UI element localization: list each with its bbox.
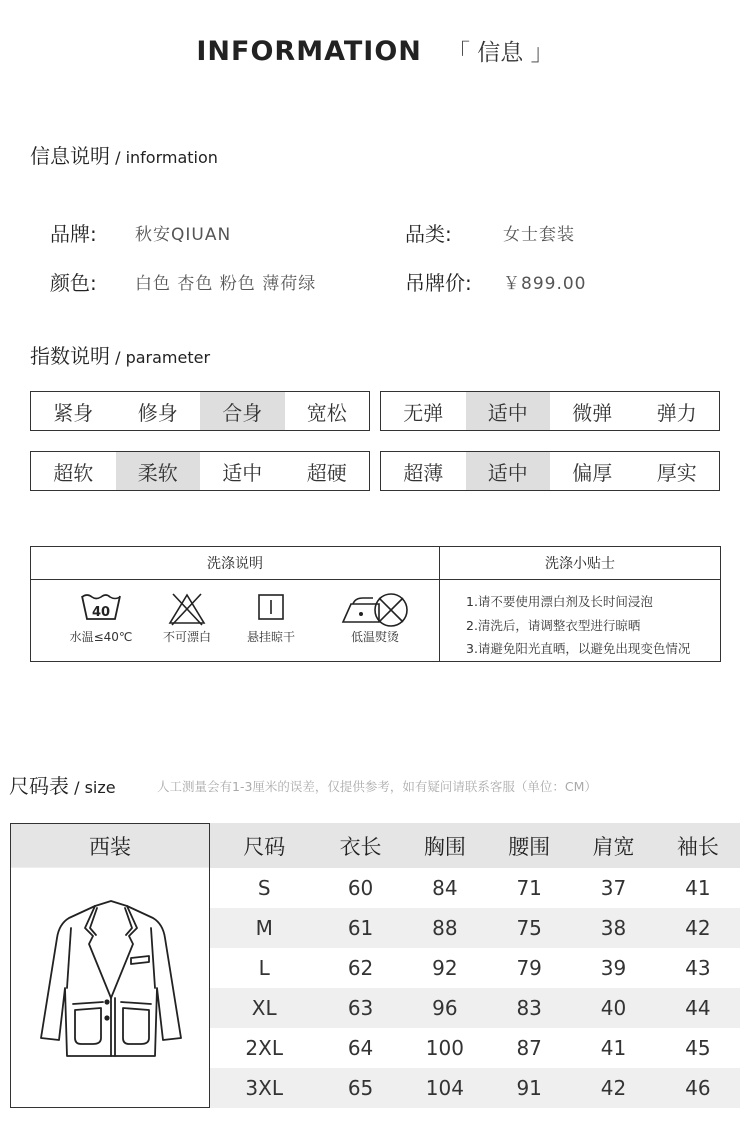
table-cell: 75 (487, 908, 571, 948)
table-row (210, 988, 740, 1028)
header-title-zh (447, 40, 554, 66)
wash-tip: 2.清洗后，请调整衣型进行晾晒 (466, 617, 641, 633)
column-header: 尺码 (210, 823, 318, 868)
info-heading-en: / information (115, 148, 218, 167)
table-cell: 60 (347, 876, 374, 900)
column-header: 肩宽 (571, 823, 655, 868)
category-value: 女士套装 (503, 225, 575, 245)
thickness-option-selected: 适中 (466, 452, 551, 490)
table-cell: 71 (516, 876, 542, 900)
category-label: 品类: (405, 222, 452, 246)
price-value-wrap (503, 269, 586, 294)
table-cell: 42 (571, 1068, 655, 1108)
elasticity-scale (380, 391, 720, 431)
fit-option: 宽松 (306, 400, 347, 425)
thickness-option: 偏厚 (572, 460, 613, 485)
wash-tip: 3.请避免阳光直晒，以避免出现变色情况 (466, 641, 691, 656)
table-cell: XL (210, 988, 318, 1028)
softness-option: 适中 (222, 460, 263, 485)
softness-option-selected: 柔软 (116, 452, 201, 490)
thickness-scale (380, 451, 720, 491)
table-cell: 91 (487, 1068, 571, 1108)
column-header: 衣长 (318, 823, 402, 868)
wash-40-icon (80, 592, 122, 622)
low-iron-icon (339, 592, 411, 628)
header-bracket-close: 」 (530, 40, 554, 66)
table-row (210, 908, 740, 948)
table-cell: 42 (656, 908, 740, 948)
parameter-heading-zh: 指数说明 (30, 344, 110, 368)
elasticity-option: 弹力 (656, 400, 697, 425)
elasticity-option: 无弹 (403, 400, 444, 425)
fit-option: 紧身 (53, 400, 94, 425)
garment-name: 西装 (11, 824, 209, 868)
info-heading-zh: 信息说明 (30, 144, 110, 168)
fit-option-selected: 合身 (200, 392, 285, 430)
table-cell: 61 (318, 908, 402, 948)
table-cell: 3XL (210, 1068, 318, 1108)
table-cell: 79 (516, 956, 542, 980)
table-cell: 62 (347, 956, 374, 980)
low-iron-item (325, 592, 425, 645)
wash-item (56, 592, 146, 645)
garment-illustration-box (10, 823, 210, 1108)
table-cell: 38 (571, 908, 655, 948)
table-row (210, 1068, 740, 1108)
column-header: 腰围 (487, 823, 571, 868)
table-row (210, 948, 740, 988)
category-value-wrap (503, 220, 575, 245)
table-cell: M (210, 908, 318, 948)
softness-option: 超软 (53, 460, 94, 485)
blazer-icon (35, 898, 187, 1068)
table-cell: 63 (318, 988, 402, 1028)
brand-row (50, 218, 97, 247)
table-cell: 45 (685, 1036, 711, 1060)
no-bleach-item (142, 592, 232, 645)
size-table (210, 823, 740, 1108)
hang-dry-label: 悬挂晾干 (246, 630, 295, 644)
category-row (405, 218, 452, 247)
no-bleach-label: 不可漂白 (162, 630, 211, 644)
table-cell: 41 (685, 876, 711, 900)
header-title-zh-text: 信息 (477, 40, 524, 66)
table-cell: 104 (403, 1068, 487, 1108)
wash-label: 水温≤40℃ (69, 630, 133, 644)
column-header: 胸围 (403, 823, 487, 868)
wash-instructions-header: 洗涤说明 (31, 547, 439, 580)
header-title-en: INFORMATION (196, 36, 422, 67)
color-value-wrap (135, 269, 316, 294)
softness-scale (30, 451, 370, 491)
color-label: 颜色: (50, 271, 97, 295)
size-heading-en: / size (74, 778, 116, 797)
wash-tips-column (440, 547, 720, 661)
price-label: 吊牌价: (405, 271, 472, 295)
size-table-header-row (210, 823, 740, 868)
wash-instructions-table (30, 546, 721, 662)
table-row (210, 1028, 740, 1068)
table-cell: 37 (600, 876, 627, 900)
table-cell: 96 (403, 988, 487, 1028)
size-heading-zh: 尺码表 (9, 774, 69, 798)
column-header: 袖长 (656, 823, 740, 868)
table-cell: 2XL (245, 1036, 283, 1060)
table-cell: 87 (516, 1036, 542, 1060)
table-cell: 92 (432, 956, 458, 980)
header-bracket-open: 「 (446, 40, 470, 66)
fit-scale (30, 391, 370, 431)
table-cell: 64 (347, 1036, 374, 1060)
brand-value: 秋安QIUAN (135, 225, 232, 245)
table-cell: 100 (425, 1036, 464, 1060)
price-value: ￥899.00 (503, 274, 587, 294)
table-cell: 65 (318, 1068, 402, 1108)
price-row (405, 267, 472, 296)
table-cell: 43 (685, 956, 711, 980)
table-cell: 46 (656, 1068, 740, 1108)
table-cell: L (258, 956, 270, 980)
wash-instructions-column (31, 547, 440, 661)
table-cell: 40 (571, 988, 655, 1028)
elasticity-option-selected: 适中 (466, 392, 551, 430)
thickness-option: 超薄 (403, 460, 444, 485)
table-cell: 88 (403, 908, 487, 948)
hang-dry-icon (256, 592, 286, 622)
elasticity-option: 微弹 (572, 400, 613, 425)
color-row (50, 267, 97, 296)
table-cell: 84 (432, 876, 458, 900)
page-header (0, 34, 750, 67)
wash-tips-header: 洗涤小贴士 (440, 547, 720, 580)
size-chart-note: 人工测量会有1-3厘米的误差，仅提供参考，如有疑问请联系客服（单位：CM） (157, 779, 597, 794)
table-cell: 41 (600, 1036, 627, 1060)
table-cell: S (257, 876, 271, 900)
softness-option: 超硬 (306, 460, 347, 485)
no-bleach-icon (167, 592, 207, 626)
parameter-section-heading (30, 340, 210, 369)
wash-temp-number: 40 (91, 605, 111, 620)
fit-option: 修身 (137, 400, 178, 425)
color-value: 白色 杏色 粉色 薄荷绿 (135, 274, 317, 294)
wash-tips-list (440, 580, 720, 661)
low-iron-label: 低温熨烫 (350, 630, 399, 644)
info-section-heading (30, 140, 218, 169)
brand-value-wrap (135, 220, 231, 245)
hang-dry-item (226, 592, 316, 645)
table-cell: 39 (600, 956, 627, 980)
wash-tip: 1.请不要使用漂白剂及长时间浸泡 (466, 594, 653, 609)
size-chart-heading (9, 770, 116, 799)
table-cell: 83 (487, 988, 571, 1028)
table-row (210, 868, 740, 908)
brand-label: 品牌: (50, 222, 97, 246)
thickness-option: 厚实 (656, 460, 697, 485)
table-cell: 44 (656, 988, 740, 1028)
parameter-heading-en: / parameter (115, 348, 211, 367)
